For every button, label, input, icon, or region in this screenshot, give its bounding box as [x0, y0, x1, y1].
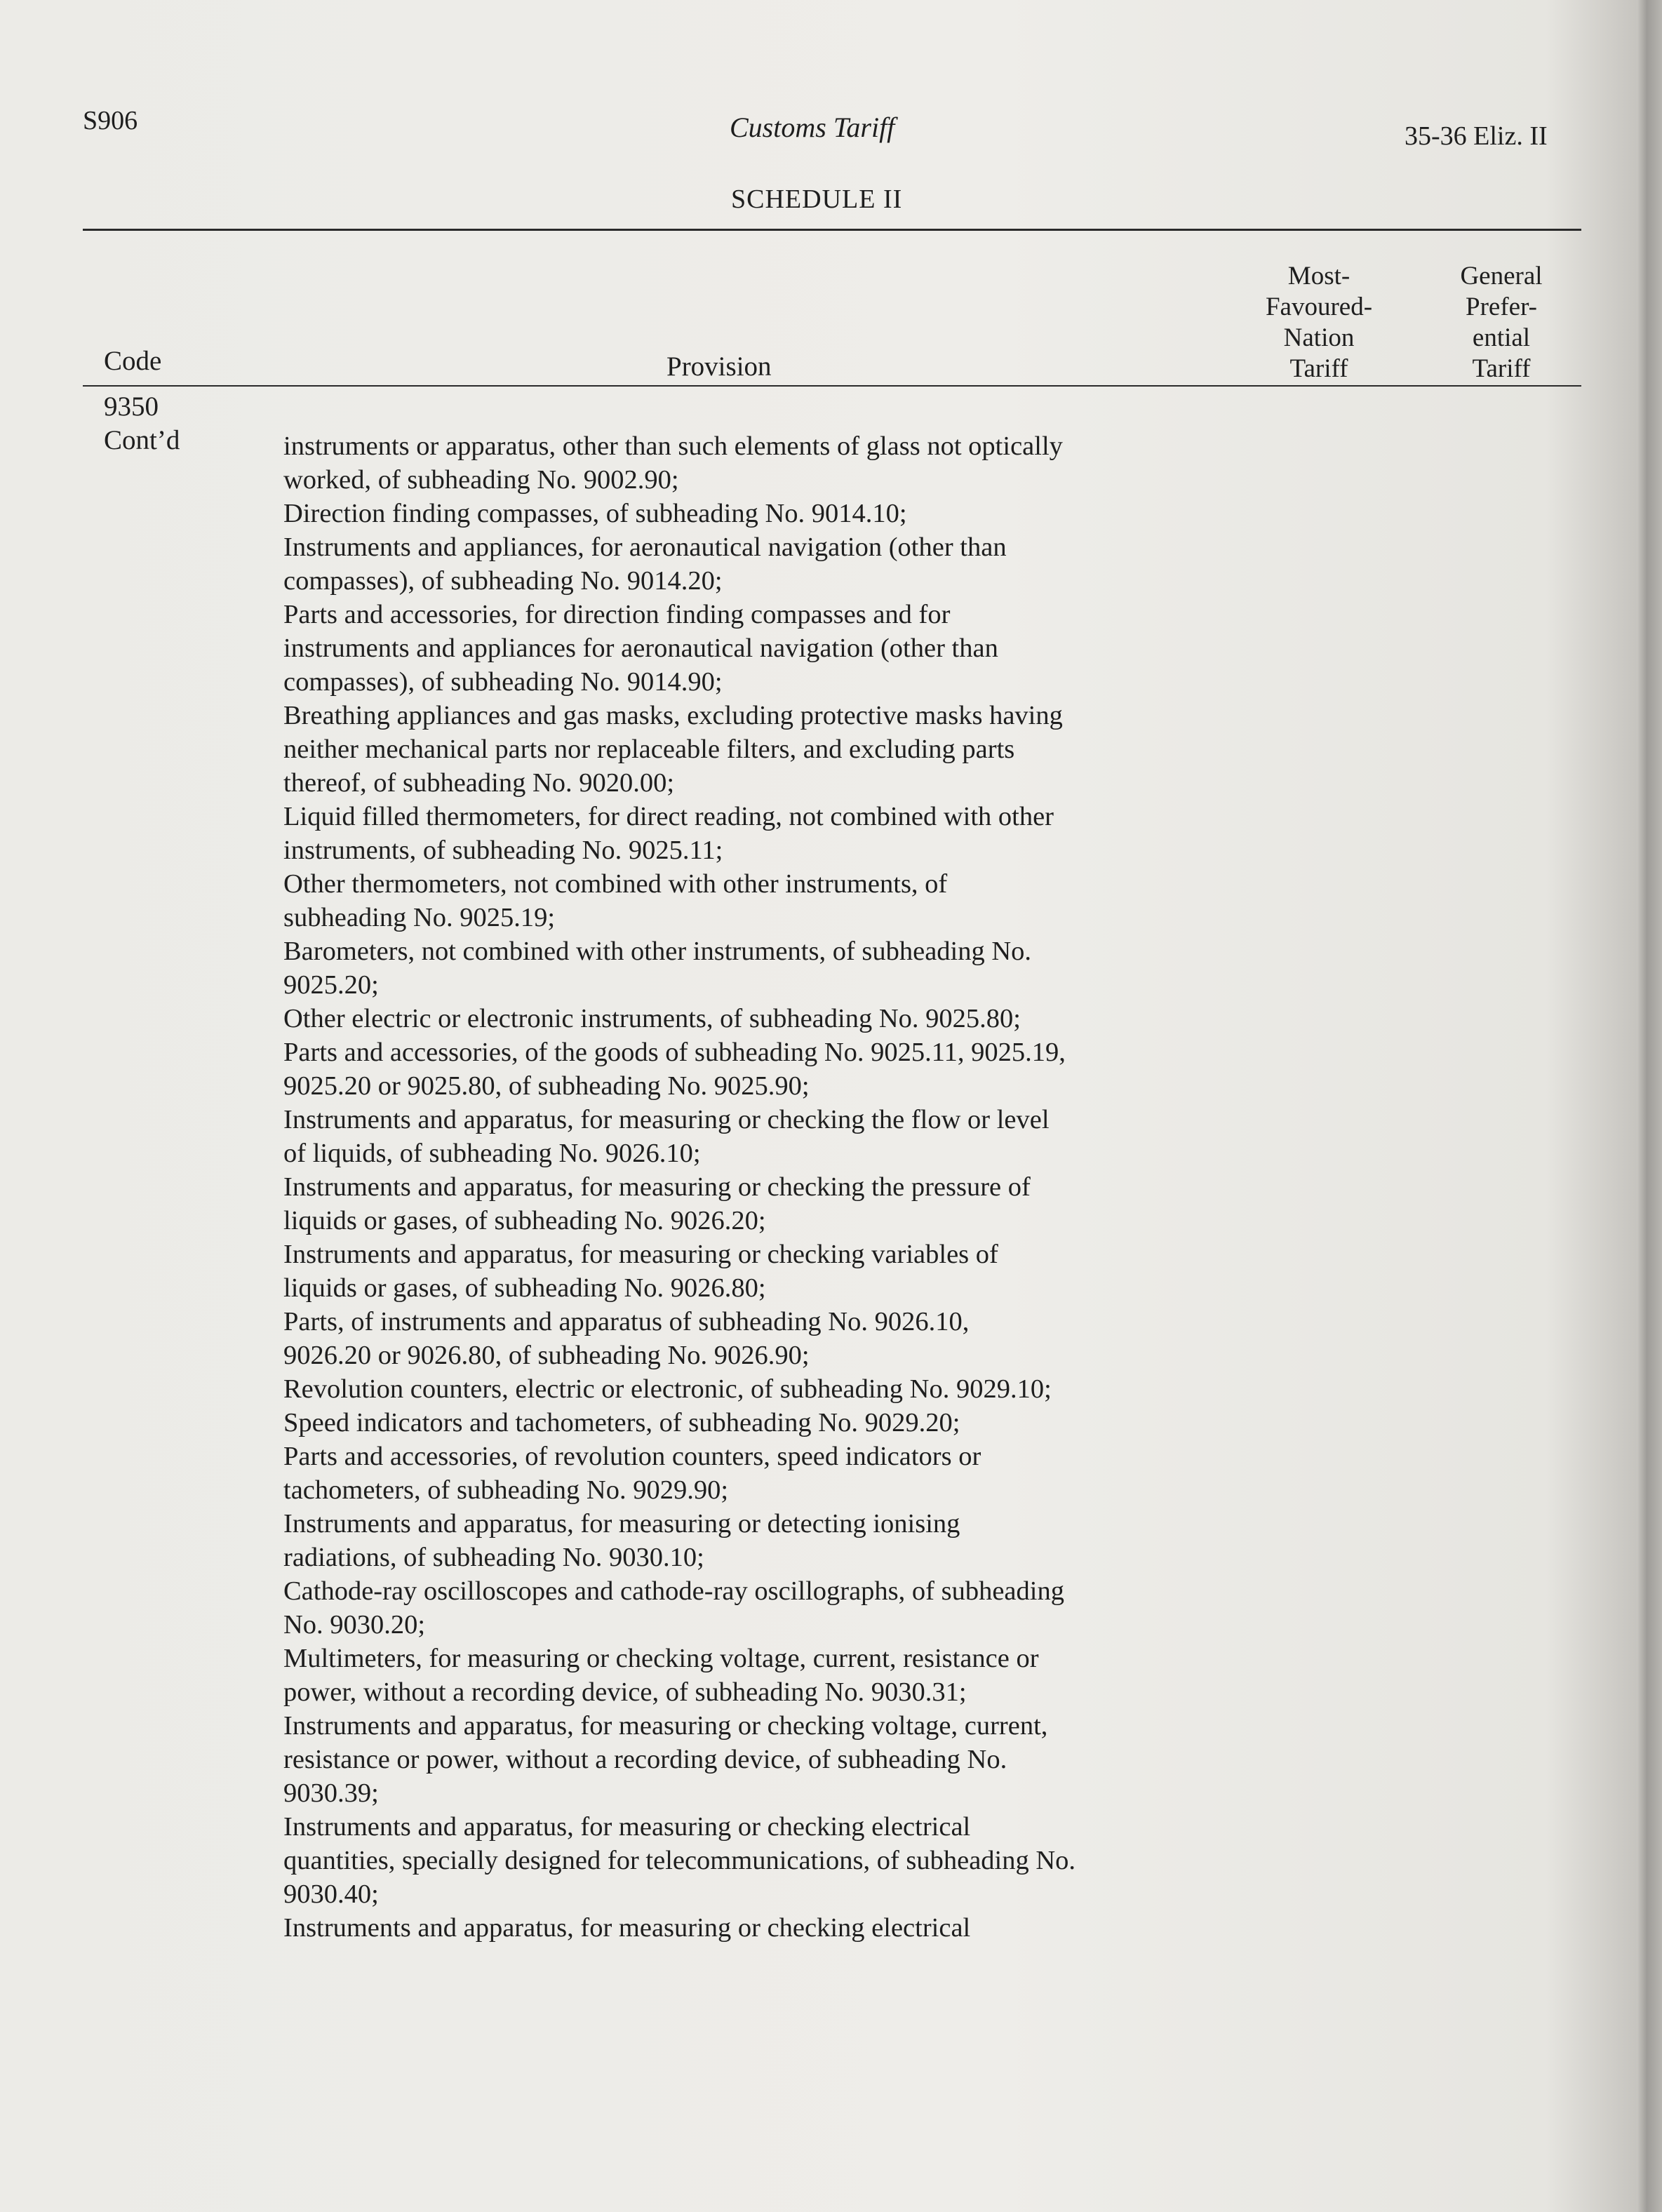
provision-line: 9030.39;: [283, 1778, 379, 1808]
provision-line: No. 9030.20;: [283, 1610, 426, 1640]
tariff-code: 9350: [104, 391, 159, 422]
provision-line: Multimeters, for measuring or checking voltage, current, resistance or: [283, 1644, 1039, 1673]
provision-line: Revolution counters, electric or electronic, of subheading No. 9029.10;: [283, 1374, 1052, 1404]
provision-line: Instruments and apparatus, for measuring or checking voltage, current,: [283, 1711, 1048, 1741]
provision-line: resistance or power, without a recording device, of subheading No.: [283, 1745, 1007, 1774]
provision-line: Direction finding compasses, of subheading No. 9014.10;: [283, 499, 907, 528]
provision-line: 9030.40;: [283, 1879, 379, 1909]
book-binding-edge: [1637, 0, 1662, 2212]
provision-line: radiations, of subheading No. 9030.10;: [283, 1543, 704, 1572]
column-header-gpt-tariff: [1417, 261, 1586, 384]
provision-line: Instruments and apparatus, for measuring or checking the flow or level: [283, 1105, 1050, 1134]
provision-line: Barometers, not combined with other instruments, of subheading No.: [283, 937, 1032, 966]
provision-line: subheading No. 9025.19;: [283, 903, 556, 932]
top-rule: [83, 229, 1581, 231]
provision-line: Instruments and appliances, for aeronautical navigation (other than: [283, 532, 1007, 562]
provision-line: of liquids, of subheading No. 9026.10;: [283, 1139, 701, 1168]
provision-line: Instruments and apparatus, for measuring or checking variables of: [283, 1240, 998, 1269]
provision-list: [283, 429, 1336, 1945]
mfn-header-line: Favoured-: [1265, 293, 1373, 321]
provision-line: Instruments and apparatus, for measuring or checking electrical: [283, 1913, 971, 1943]
provision-line: Other electric or electronic instruments, of subheading No. 9025.80;: [283, 1004, 1021, 1033]
gpt-header-line: Prefer-: [1466, 293, 1537, 321]
provision-line: Instruments and apparatus, for measuring or checking electrical: [283, 1812, 971, 1842]
provision-line: liquids or gases, of subheading No. 9026.80;: [283, 1273, 766, 1303]
provision-line: instruments or apparatus, other than such elements of glass not optically: [283, 431, 1063, 461]
provision-line: 9025.20;: [283, 970, 379, 1000]
provision-line: Parts, of instruments and apparatus of subheading No. 9026.10,: [283, 1307, 970, 1336]
provision-line: Instruments and apparatus, for measuring or checking the pressure of: [283, 1172, 1031, 1202]
page-number: S906: [83, 106, 138, 135]
column-header-provision: Provision: [666, 351, 772, 382]
column-header-mfn-tariff: [1235, 261, 1403, 384]
provision-line: Breathing appliances and gas masks, excluding protective masks having: [283, 701, 1063, 730]
mfn-header-line: Most-: [1287, 262, 1351, 290]
provision-line: instruments, of subheading No. 9025.11;: [283, 836, 723, 865]
provision-line: tachometers, of subheading No. 9029.90;: [283, 1475, 729, 1505]
provision-line: worked, of subheading No. 9002.90;: [283, 465, 679, 495]
column-header-code: Code: [104, 346, 162, 376]
provision-line: compasses), of subheading No. 9014.20;: [283, 566, 723, 596]
provision-line: 9025.20 or 9025.80, of subheading No. 9025.90;: [283, 1071, 810, 1101]
provision-line: thereof, of subheading No. 9020.00;: [283, 768, 675, 798]
running-title: Customs Tariff: [730, 112, 895, 143]
provision-line: Cathode-ray oscilloscopes and cathode-ray oscillographs, of subheading: [283, 1576, 1064, 1606]
provision-line: Liquid filled thermometers, for direct reading, not combined with other: [283, 802, 1054, 831]
provision-line: quantities, specially designed for telecommunications, of subheading No.: [283, 1846, 1076, 1875]
provision-line: Parts and accessories, of the goods of subheading No. 9025.11, 9025.19,: [283, 1038, 1066, 1067]
provision-line: neither mechanical parts nor replaceable filters, and excluding parts: [283, 735, 1015, 764]
mfn-header-line: Nation: [1283, 323, 1355, 352]
gpt-header-line: ential: [1472, 323, 1531, 352]
provision-line: Parts and accessories, of revolution counters, speed indicators or: [283, 1442, 981, 1471]
provision-line: Other thermometers, not combined with other instruments, of: [283, 869, 948, 899]
mfn-header-line: Tariff: [1289, 354, 1348, 383]
statute-reference: 35-36 Eliz. II: [1405, 121, 1548, 151]
provision-line: Parts and accessories, for direction finding compasses and for: [283, 600, 951, 629]
code-cell: [104, 390, 180, 457]
provision-line: instruments and appliances for aeronautical navigation (other than: [283, 634, 998, 663]
provision-line: Speed indicators and tachometers, of subheading No. 9029.20;: [283, 1408, 960, 1437]
provision-line: power, without a recording device, of subheading No. 9030.31;: [283, 1677, 967, 1707]
continued-label: Cont’d: [104, 425, 180, 455]
schedule-heading: SCHEDULE II: [731, 185, 903, 214]
provision-line: 9026.20 or 9026.80, of subheading No. 9026.90;: [283, 1341, 810, 1370]
provision-line: compasses), of subheading No. 9014.90;: [283, 667, 723, 697]
provision-line: Instruments and apparatus, for measuring or detecting ionising: [283, 1509, 960, 1539]
provision-line: liquids or gases, of subheading No. 9026.20;: [283, 1206, 766, 1235]
header-rule: [83, 385, 1581, 387]
gpt-header-line: Tariff: [1472, 354, 1531, 383]
gpt-header-line: General: [1460, 262, 1543, 290]
